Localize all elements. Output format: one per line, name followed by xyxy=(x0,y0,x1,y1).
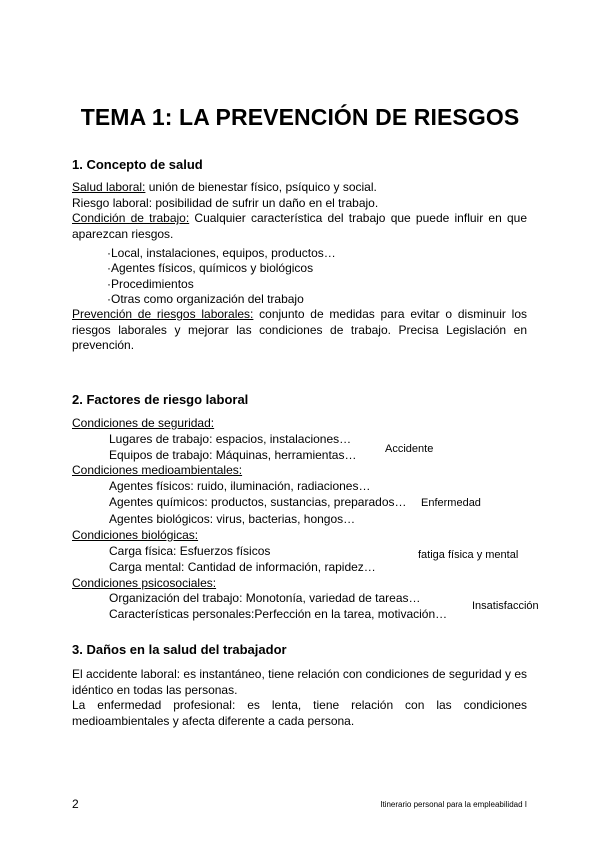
section-heading-factores-riesgo: 2. Factores de riesgo laboral xyxy=(72,392,249,407)
group-label-psicosociales: Condiciones psicosociales: xyxy=(72,576,217,590)
group-item: Carga física: Esfuerzos físicos xyxy=(109,544,271,558)
section-heading-concepto-salud: 1. Concepto de salud xyxy=(72,157,203,172)
prevencion-text: conjunto de medidas para evitar o disminuir los riesgos laborales y mejorar las condiciones de trabajo. Precisa Legislación en prevención. xyxy=(72,307,527,352)
side-label-enfermedad: Enfermedad xyxy=(421,497,481,509)
page-title: TEMA 1: LA PREVENCIÓN DE RIESGOS xyxy=(80,104,520,130)
condicion-trabajo-label: Condición de trabajo: xyxy=(72,211,190,225)
side-label-insatisfaccion: Insatisfacción xyxy=(472,600,539,612)
condicion-item: ·Agentes físicos, químicos y biológicos xyxy=(107,261,314,275)
section-heading-danos-salud: 3. Daños en la salud del trabajador xyxy=(72,642,287,657)
condicion-item: ·Procedimientos xyxy=(107,277,194,291)
side-label-accidente: Accidente xyxy=(385,443,434,455)
accidente-paragraph: El accidente laboral: es instantáneo, tiene relación con condiciones de seguridad y es idéntico en todas las personas. xyxy=(72,667,527,697)
salud-laboral-label: Salud laboral: xyxy=(72,180,146,194)
group-item: Agentes físicos: ruido, iluminación, radiaciones… xyxy=(109,479,371,493)
group-label-medioambientales: Condiciones medioambientales: xyxy=(72,463,243,477)
footer-course-title: Itinerario personal para la empleabilidad I xyxy=(380,800,527,809)
group-label-seguridad: Condiciones de seguridad: xyxy=(72,416,215,430)
group-item: Características personales:Perfección en la tarea, motivación… xyxy=(109,607,448,621)
page-number: 2 xyxy=(72,797,79,811)
group-label-biologicas: Condiciones biológicas: xyxy=(72,528,199,542)
condicion-trabajo-paragraph xyxy=(72,211,527,242)
enfermedad-paragraph: La enfermedad profesional: es lenta, tiene relación con las condiciones medioambientales y afecta diferente a cada persona. xyxy=(72,698,527,728)
side-label-fatiga: fatiga física y mental xyxy=(418,549,519,561)
group-item: Lugares de trabajo: espacios, instalaciones… xyxy=(109,432,352,446)
condicion-item: ·Otras como organización del trabajo xyxy=(107,292,304,306)
group-item: Agentes biológicos: virus, bacterias, hongos… xyxy=(109,512,356,526)
condicion-item: ·Local, instalaciones, equipos, productos… xyxy=(107,246,336,260)
prevencion-paragraph xyxy=(72,307,527,354)
salud-laboral-text: unión de bienestar físico, psíquico y social. xyxy=(145,180,377,194)
condicion-trabajo-text: Cualquier característica del trabajo que puede influir en que aparezcan riesgos. xyxy=(72,211,527,241)
group-item: Equipos de trabajo: Máquinas, herramientas… xyxy=(109,448,357,462)
group-item: Agentes químicos: productos, sustancias, preparados… xyxy=(109,495,407,509)
prevencion-label: Prevención de riesgos laborales: xyxy=(72,307,254,321)
riesgo-laboral-line: Riesgo laboral: posibilidad de sufrir un daño en el trabajo. xyxy=(72,196,379,210)
group-item: Carga mental: Cantidad de información, rapidez… xyxy=(109,560,376,574)
group-item: Organización del trabajo: Monotonía, variedad de tareas… xyxy=(109,591,421,605)
salud-laboral-line xyxy=(72,180,377,194)
